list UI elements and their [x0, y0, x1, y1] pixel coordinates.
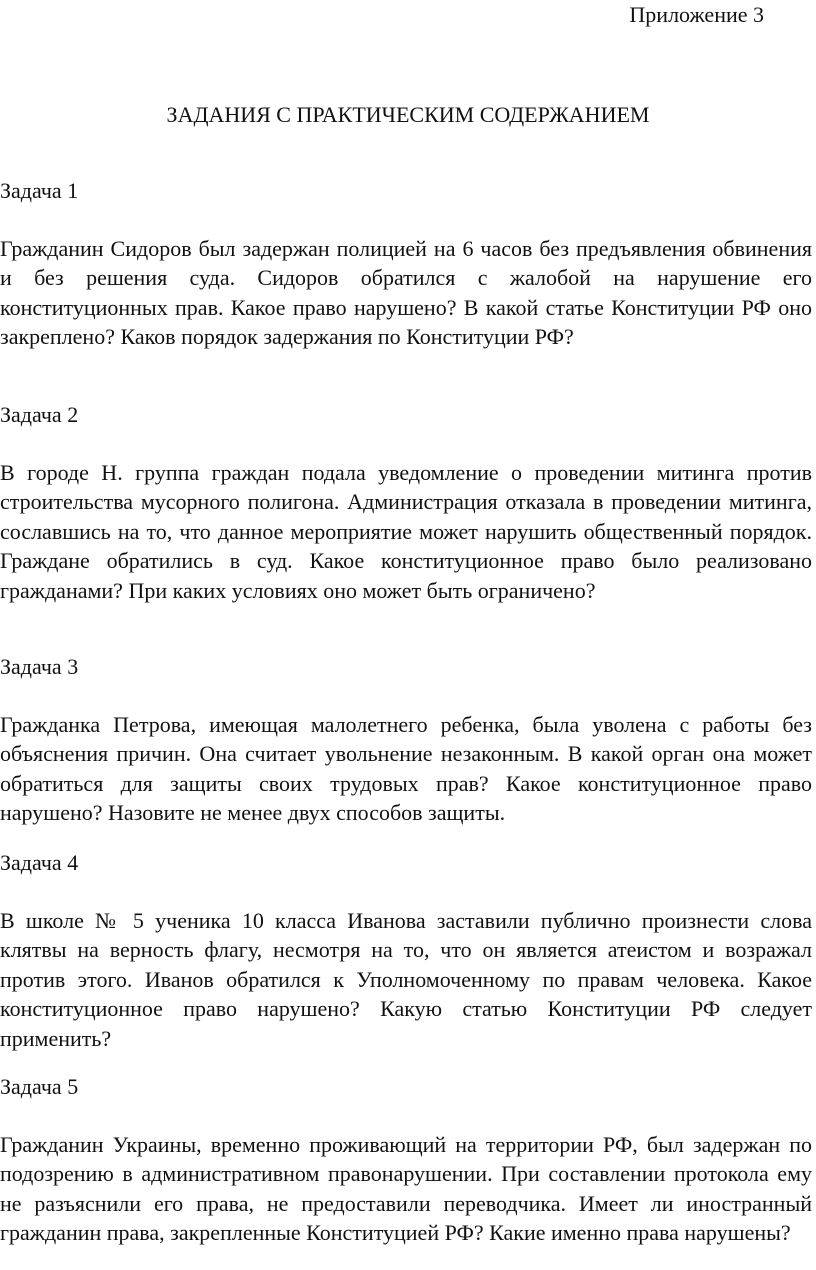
task-text: Гражданка Петрова, имеющая малолетнего ребенка, была уволена с работы без объяснения причин. Она считает увольнение незаконным. В какой орган она может обратиться для защиты своих трудовых прав? Какое конституционное право нарушено? Назовите не менее двух способов защиты. [0, 712, 812, 826]
task-text: Гражданин Сидоров был задержан полицией на 6 часов без предъявления обвинения и без решения суда. Сидоров обратился с жалобой на нарушение его конституционных прав. Какое право нарушено? В какой статье Конституции РФ оно закреплено? Каков порядок задержания по Конституции РФ? [0, 236, 812, 350]
appendix-label: Приложение 3 [629, 2, 764, 27]
task-heading: Задача 1 [0, 178, 79, 203]
task-text: Гражданин Украины, временно проживающий на территории РФ, был задержан по подозрению в административном правонарушении. При составлении протокола ему не разъяснили его права, не предоставили переводчика. Имеет ли иностранный гражданин права, закрепленные Конституцией РФ? Какие именно права нарушены? [0, 1132, 812, 1246]
task-heading: Задача 4 [0, 850, 79, 875]
task-heading: Задача 5 [0, 1074, 79, 1099]
task-4 [0, 848, 812, 1053]
task-1 [0, 176, 812, 352]
document-title: ЗАДАНИЯ С ПРАКТИЧЕСКИМ СОДЕРЖАНИЕМ [166, 102, 650, 127]
task-5 [0, 1072, 812, 1248]
task-3 [0, 652, 812, 828]
task-heading: Задача 3 [0, 654, 79, 679]
task-2 [0, 400, 812, 605]
task-heading: Задача 2 [0, 402, 79, 427]
task-text: В городе Н. группа граждан подала уведомление о проведении митинга против строительства мусорного полигона. Администрация отказала в проведении митинга, сославшись на то, что данное мероприятие может нарушить общественный порядок. Граждане обратились в суд. Какое конституционное право было реализовано гражданами? При каких условиях оно может быть ограничено? [0, 460, 812, 603]
task-text: В школе № 5 ученика 10 класса Иванова заставили публично произнести слова клятвы на верность флагу, несмотря на то, что он является атеистом и возражал против этого. Иванов обратился к Уполномоченному по правам человека. Какое конституционное право нарушено? Какую статью Конституции РФ следует применить? [0, 908, 812, 1051]
